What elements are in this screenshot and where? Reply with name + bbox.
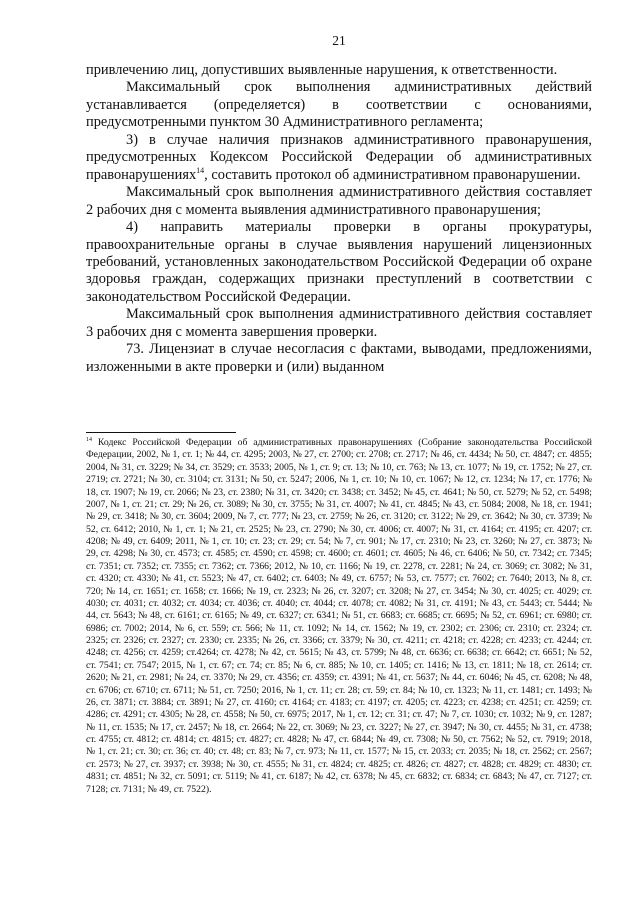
paragraph-1: привлечению лиц, допустивших выявленные нарушения, к ответственности. [86, 62, 558, 78]
footnote-marker: 14 [86, 437, 92, 443]
paragraph-6: Максимальный срок выполнения административного действия составляет 3 рабочих дня с момента завершения проверки. [86, 306, 592, 340]
page-number: 21 [332, 33, 346, 48]
footnote-reference[interactable]: 14 [196, 165, 205, 175]
paragraph-3-text: 3) в случае наличия признаков административного правонарушения, предусмотренных Кодексом Российской Федерации об административных правонарушениях [86, 131, 592, 183]
footnote [86, 437, 592, 796]
paragraph-3-tail: , составить протокол об административном правонарушении. [204, 166, 581, 183]
paragraph-7: 73. Лицензиат в случае несогласия с фактами, выводами, предложениями, изложенными в акте проверки и (или) выданном [86, 341, 592, 375]
paragraph-5: 4) направить материалы проверки в органы прокуратуры, правоохранительные органы в случае выявления нарушений лицензионных требований, установленных законодательством Российской Федерации об охране здоровья граждан, содержащих признаки преступлений в соответствии с законодательством Российской Федерации. [86, 219, 592, 305]
body-text [86, 62, 592, 376]
paragraph-3 [86, 132, 592, 184]
footnote-text: Кодекс Российской Федерации об административных правонарушениях (Собрание законодательства Российской Федерации, 2002, № 1, ст. 1; № 44, ст. 4295; 2003, № 27, ст. 2700; ст. 2708; ст. 2717; № 46, ст. 4434; № 50, ст. 4847; ст. 4855; 2004, № 31, ст. 3229; № 34, ст. 3529; ст. 3533; 2005, № 1, ст. 9; ст. 13; № 10, ст. 763; № 13, ст. 1077; № 19, ст. 1752; № 27, ст. 2719; ст. 2721; № 30, ст. 3104; ст. 3131; № 50, ст. 5247; 2006, № 1, ст. 10; № 10, ст. 1067; № 12, ст. 1234; № 17, ст. 1776; № 18, ст. 1907; № 19, ст. 2066; № 23, ст. 2380; № 31, ст. 3420; ст. 3438; ст. 3452; № 45, ст. 4641; № 50, ст. 5279; № 52, ст. 5498; 2007, № 1, ст. 21; ст. 29; № 26, ст. 3089; № 30, ст. 3755; № 31, ст. 4007; № 41, ст. 4845; № 43, ст. 5084; 2008, № 18, ст. 1941; № 29, ст. 3418; № 30, ст. 3604; 2009, № 7, ст. 777; № 23, ст. 2759; № 26, ст. 3120; ст. 3122; № 29, ст. 3642; № 30, ст. 3739; № 52, ст. 6412; 2010, № 1, ст. 1; № 21, ст. 2525; № 23, ст. 2790; № 30, ст. 4006; ст. 4007; № 31, ст. 4164; ст. 4195; ст. 4207; ст. 4208; № 49, ст. 6409; 2011, № 1, ст. 10; ст. 23; ст. 29; ст. 54; № 7, ст. 901; № 17, ст. 2310; № 23, ст. 3260; № 27, ст. 3873; № 29, ст. 4298; № 30, ст. 4573; ст. 4585; ст. 4590; ст. 4598; ст. 4600; ст. 4601; ст. 4605; № 46, ст. 6406; № 50, ст. 7342; ст. 7345; ст. 7351; ст. 7352; ст. 7355; ст. 7362; ст. 7366; 2012, № 10, ст. 1166; № 19, ст. 2278, ст. 2281; № 24, ст. 3069; ст. 3082; № 31, ст. 4320; ст. 4330; № 41, ст. 5523; № 47, ст. 6402; ст. 6403; № 49, ст. 6757; № 53, ст. 7577; ст. 7602; ст. 7640; 2013, № 8, ст. 720; № 14, ст. 1651; ст. 1658; ст. 1666; № 19, ст. 2323; № 26, ст. 3207; ст. 3208; № 27, ст. 3454; № 30, ст. 4025; ст. 4029; ст. 4030; ст. 4031; ст. 4032; ст. 4034; ст. 4036; ст. 4040; ст. 4044; ст. 4078; ст. 4082; № 31, ст. 4191; № 43, ст. 5443; ст. 5444; № 44, ст. 5643; № 48, ст. 6161; ст. 6165; № 49, ст. 6327; ст. 6341; № 51, ст. 6683; ст. 6685; ст. 6695; № 52, ст. 6961; ст. 6980; ст. 6986; ст. 7002; 2014, № 6, ст. 559; ст. 566; № 11, ст. 1092; № 14, ст. 1562; № 19, ст. 2302; ст. 2306; ст. 2310; ст. 2324; ст. 2325; ст. 2326; ст. 2327; ст. 2330; ст. 2335; № 26, ст. 3366; ст. 3379; № 30, ст. 4211; ст. 4218; ст. 4228; ст. 4233; ст. 4244; ст. 4248; ст. 4256; ст. 4259; ст.4264; ст. 4278; № 42, ст. 5615; № 43, ст. 5799; № 48, ст. 6636; ст. 6638; ст. 6642; ст. 6651; № 52, ст. 7541; ст. 7547; 2015, № 1, ст. 67; ст. 74; ст. 85; № 6, ст. 885; № 10, ст. 1405; ст. 1416; № 13, ст. 1811; № 18, ст. 2614; ст. 2620; № 21, ст. 2981; № 24, ст. 3370; № 29, ст. 4356; ст. 4359; ст. 4391; № 41, ст. 5637; № 44, ст. 6046; № 45, ст. 6208; № 48, ст. 6706; ст. 6710; ст. 6711; № 51, ст. 7250; 2016, № 1, ст. 11; ст. 28; ст. 59; ст. 84; № 10, ст. 1323; № 11, ст. 1481; ст. 1493; № 26, ст. 3871; ст. 3884; ст. 3891; № 27, ст. 4160; ст. 4164; ст. 4183; ст. 4197; ст. 4205; ст. 4223; ст. 4238; ст. 4251; ст. 4259; ст. 4286; ст. 4291; ст. 4305; № 28, ст. 4558; № 50, ст. 6975; 2017, № 1, ст. 12; ст. 31; ст. 47; № 7, ст. 1030; ст. 1032; № 9, ст. 1287; № 11, ст. 1535; № 17, ст. 2457; № 18, ст. 2664; № 22, ст. 3069; № 23, ст. 3227; № 27, ст. 3947; № 30, ст. 4455; № 31, ст. 4738; ст. 4755; ст. 4812; ст. 4814; ст. 4815; ст. 4827; ст. 4828; № 47, ст. 6844; № 49, ст. 7308; № 50, ст. 7562; № 52, ст. 7919; 2018, № 1, ст. 21; ст. 30; ст. 36; ст. 40; ст. 48; ст. 83; № 7, ст. 973; № 11, ст. 1577; № 15, ст. 2033; ст. 2035; № 18, ст. 2562; ст. 2567; ст. 2573; № 27, ст. 3937; ст. 3938; № 30, ст. 4555; № 31, ст. 4824; ст. 4825; ст. 4826; ст. 4827; ст. 4828; ст. 4829; ст. 4830; ст. 4831; ст. 4851; № 32, ст. 5091; ст. 5119; № 41, ст. 6187; № 42, ст. 6378; № 45, ст. 6832; ст. 6834; ст. 6843; № 47, ст. 7127; ст. 7128; ст. 7131; № 49, ст. 7522). [86, 437, 592, 795]
paragraph-2: Максимальный срок выполнения административных действий устанавливается (определяется) в соответствии с основаниями, предусмотренными пунктом 30 Административного регламента; [86, 79, 592, 131]
footnote-divider [86, 432, 236, 433]
paragraph-4: Максимальный срок выполнения административного действия составляет 2 рабочих дня с момента выявления административного правонарушения; [86, 184, 592, 218]
